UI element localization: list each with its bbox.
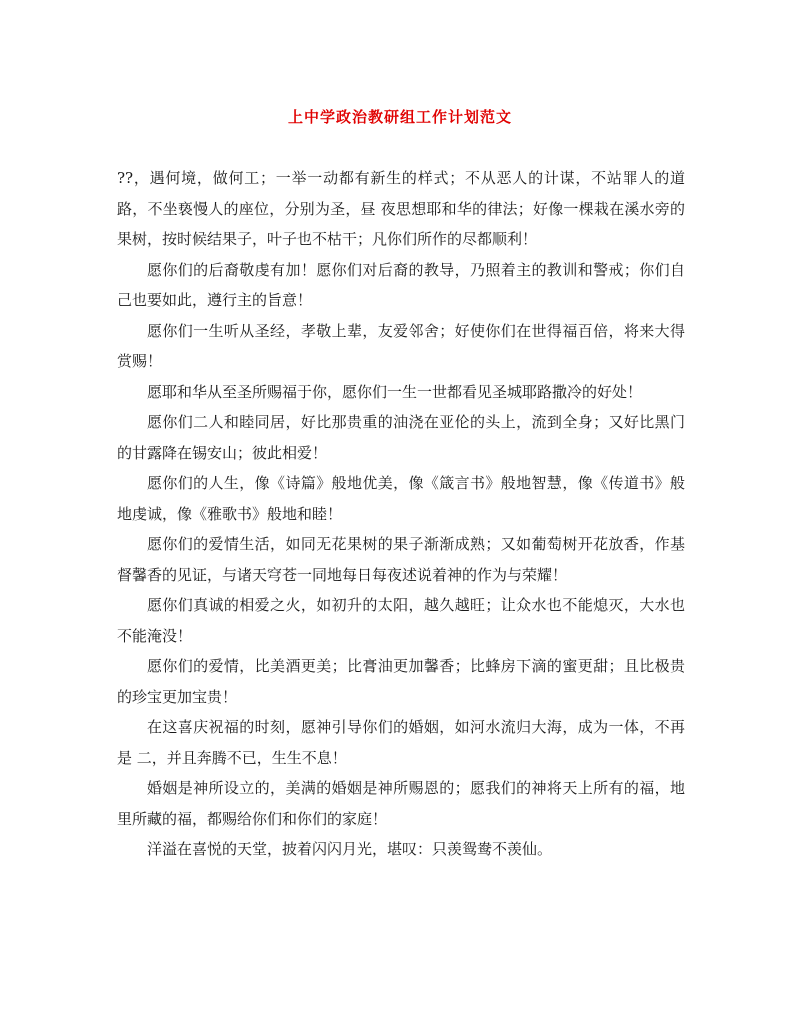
- paragraph-7: 愿你们的爱情生活，如同无花果树的果子渐渐成熟；又如葡萄树开花放香，作基督馨香的见证，与诸天穹苍一同地每日每夜述说着神的作为与荣耀！: [117, 535, 685, 584]
- paragraph-6: 愿你们的人生，像《诗篇》般地优美，像《箴言书》般地智慧，像《传道书》般地虔诚，像《雅歌书》般地和睦！: [117, 474, 685, 523]
- paragraph-11: 婚姻是神所设立的，美满的婚姻是神所赐恩的；愿我们的神将天上所有的福，地里所藏的福，都赐给你们和你们的家庭！: [117, 779, 685, 828]
- paragraph-10: 在这喜庆祝福的时刻，愿神引导你们的婚姻，如河水流归大海，成为一体，不再是 二，并且奔腾不已，生生不息！: [117, 718, 685, 767]
- paragraph-8: 愿你们真诚的相爱之火，如初升的太阳，越久越旺；让众水也不能熄灭，大水也不能淹没！: [117, 596, 685, 645]
- paragraph-9: 愿你们的爱情，比美酒更美；比膏油更加馨香；比蜂房下滴的蜜更甜；且比极贵的珍宝更加宝贵！: [117, 657, 685, 706]
- paragraph-1: ??，遇何境，做何工；一举一动都有新生的样式；不从恶人的计谋，不站罪人的道路，不坐亵慢人的座位，分别为圣，昼 夜思想耶和华的律法；好像一棵栽在溪水旁的果树，按时候结果子，叶子也不枯干；凡你们所作的尽都顺利！: [117, 169, 685, 248]
- paragraph-12: 洋溢在喜悦的天堂，披着闪闪月光，堪叹：只羡鸳鸯不羡仙。: [147, 840, 553, 858]
- paragraph-3: 愿你们一生听从圣经，孝敬上辈，友爱邻舍；好使你们在世得福百倍，将来大得赏赐！: [117, 321, 685, 370]
- document-body: [117, 163, 685, 865]
- paragraph-4: 愿耶和华从至圣所赐福于你，愿你们一生一世都看见圣城耶路撒冷的好处！: [147, 382, 643, 401]
- document-title: 上中学政治教研组工作计划范文: [287, 108, 512, 126]
- paragraph-5: 愿你们二人和睦同居，好比那贵重的油浇在亚伦的头上，流到全身；又好比黑门的甘露降在锡安山；彼此相爱！: [117, 413, 685, 462]
- paragraph-2: 愿你们的后裔敬虔有加！愿你们对后裔的教导，乃照着主的教训和警戒；你们自己也要如此，遵行主的旨意！: [117, 260, 685, 309]
